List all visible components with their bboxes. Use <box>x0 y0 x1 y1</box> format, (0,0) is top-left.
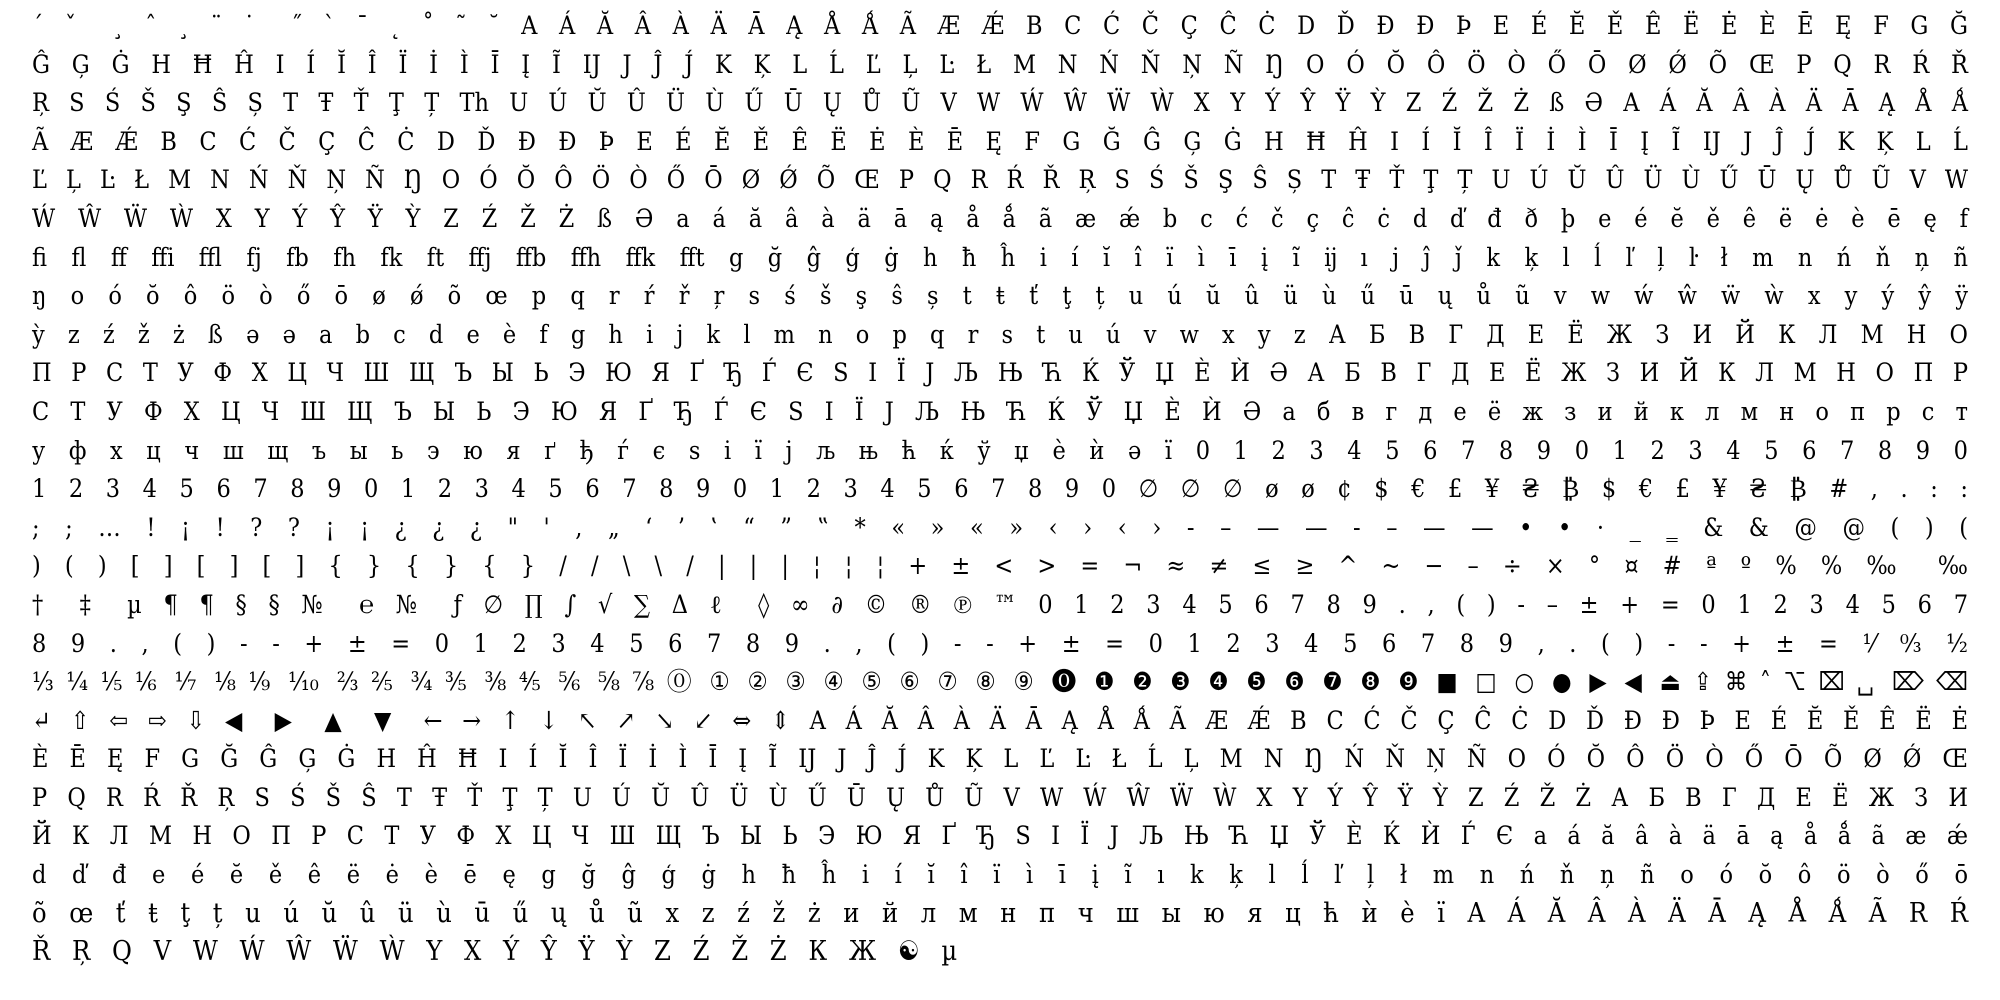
glyph-row-arrows-ornamental-caps-a-e: ↵ ⇧ ⇦ ⇨ ⇩ ◀ ▶ ▲ ▼ ← → ↑ ↓ ↖ ↗ ↘ ↙ ⇔ ⇕ A Á Ă Â À Ä Ā Ą Å Ǻ Ã Æ Ǽ B C Ć Č Ç Ĉ Ċ D Ď Đ Ð Þ E É Ĕ Ě Ê Ë Ė <box>32 705 1968 735</box>
glyph-row-accents-uppercase-a: ´ ˇ ¸ ˆ ¸ ¨ ˙ ˝ ` ¯ ˛ ˚ ˜ ˘ A Á Ă Â À Ä Ā Ą Å Ǻ Ã Æ Ǽ B C Ć Č Ç Ĉ Ċ D Ď Đ Ð Þ E É Ĕ Ě Ê Ë Ė È Ē Ę F G Ğ <box>32 11 1968 40</box>
glyph-row-smallcaps-w-z-lowercase-a-f: Ẃ Ŵ Ẅ Ẁ X Y Ý Ŷ Ÿ Ỳ Z Ź Ž Ż ß Ə a á ă â à ä ā ą å ǻ ã æ ǽ b c ć č ç ĉ ċ d ď đ ð þ e é ĕ ě ê ë ė è ē ę f <box>32 203 1968 233</box>
glyph-row-ornamental-cyrillic-swash-lowercase-a: Й К Л М Н О П Р С Т У Ф Х Ц Ч Ш Щ Ъ Ы Ь Э Ю Я Ґ Ђ Ѕ І Ї Ј Љ Њ Ћ Џ Ў Ѐ Ќ Ѝ Ѓ Є a á ă â à ä ā ą å ǻ ã æ ǽ <box>32 821 1968 851</box>
glyph-row-ornamental-caps-p-z-cyrillic: P Q R Ŕ Ř Ŗ S Ś Š Ŝ T Ŧ Ť Ţ Ț U Ú Ŭ Û Ü Ù Ű Ū Ų Ů Ũ V W Ẃ Ŵ Ẅ Ẁ X Y Ý Ŷ Ÿ Ỳ Z Ź Ž Ż А Б В Г Д Е Ё Ж З И <box>32 782 1968 812</box>
glyph-row-punctuation-quotes: ; ; … ! ¡ ! ? ? ¡ ¡ ¿ ¿ ¿ " ' , „ ‘ ’ ‛ “ ” ‟ * « » « » ‹ › ‹ › - – — — - – — — • • · _ ‗ & & @ @ ( ) ( <box>32 512 1968 542</box>
glyph-row-figures-currency: 1 2 3 4 5 6 7 8 9 0 1 2 3 4 5 6 7 8 9 0 1 2 3 4 5 6 7 8 9 0 ∅ ∅ ∅ ø ø ¢ $ € £ ¥ ₴ ₿ $ € £ ¥ ₴ ₿ # , . : : <box>32 474 1968 504</box>
glyph-row-swash-caps-r-z-end: Ř Ŗ Q V W Ẃ Ŵ Ẅ Ẁ Y X Ý Ŷ Ÿ Ỳ Z Ź Ž Ż К Ж ☯ µ <box>32 936 958 968</box>
glyph-row-inferior-numerator-denominator-figures: 8 9 . , ( ) - - + ± = 0 1 2 3 4 5 6 7 8 9 . , ( ) - - + ± = 0 1 2 3 4 5 6 7 8 9 , . ( ) - - + ± = ⅟ ⁰⁄₃ ½ <box>32 628 1968 658</box>
glyph-row-cyrillic-caps-smallcaps: П Р С Т У Ф Х Ц Ч Ш Щ Ъ Ы Ь Э Ю Я Ґ Ђ Ѓ Є Ѕ І Ї Ј Љ Њ Ћ Ќ Ў Џ Ѐ Ѝ Ә А Б В Г Д Е Ё Ж З И Й К Л М Н О П Р <box>32 358 1968 388</box>
glyph-row-smallcaps-a-l: Ã Æ Ǽ B C Ć Č Ç Ĉ Ċ D Ď Đ Ð Þ E É Ĕ Ě Ê Ë Ė È Ē Ę F G Ğ Ĝ Ģ Ġ H Ħ Ĥ I Í Ĭ Î Ï İ Ì Ī Į Ĩ Ĳ J Ĵ J́ K Ķ L Ĺ <box>32 126 1968 156</box>
glyph-row-ornamental-caps-e-o: È Ē Ę F G Ğ Ĝ Ģ Ġ H Ĥ Ħ I Í Ĭ Î Ï İ Ì Ī Į Ĩ Ĳ J Ĵ J́ K Ķ L Ľ Ŀ Ł Ĺ Ļ M N Ŋ Ń Ň Ņ Ñ O Ó Ŏ Ô Ö Ò Ő Ō Õ Ø Ǿ Œ <box>32 744 1968 774</box>
glyph-row-symbols-superior-figures: † ‡ µ ¶ ¶ § § № ℮ № ƒ ∅ ∏ ∫ √ ∑ Δ ℓ ◊ ∞ ∂ © ® ℗ ™ 0 1 2 3 4 5 6 7 8 9 . , ( ) - – ± + = 0 1 2 3 4 5 6 7 <box>32 589 1968 619</box>
glyph-row-cyrillic-lowercase-figures: у ф х ц ч ш щ ъ ы ь э ю я ґ ђ ѓ є ѕ і ї ј љ њ ћ ќ ў џ ѐ ѝ ә ї 0 1 2 3 4 5 6 7 8 9 0 1 2 3 4 5 6 7 8 9 0 <box>32 435 1968 465</box>
glyph-row-swash-lowercase-cyrillic-swash-caps-a: õ œ ť ŧ ţ ț u ú ŭ û ü ù ū ű ų ů ũ x z ź ž ż и й л м н п ч ш ы ю я ц ћ ѝ ѐ ї A Á Ă Â À Ä Ā Ą Å Ǻ Ã R Ŕ <box>32 897 1968 929</box>
glyph-row-cyrillic-smallcaps-lowercase: С Т У Ф Х Ц Ч Ш Щ Ъ Ы Ь Э Ю Я Ґ Ђ Ѓ Є Ѕ І Ї Ј Љ Њ Ћ Ќ Ў Џ Ѐ Ѝ Ә а б в г д е ё ж з и й к л м н о п р с т <box>32 396 1968 426</box>
glyph-row-lowercase-z-superscripts-cyrillic-caps: ỳ z ź ž ż ß ə ə a b c d e è f g h i j k l m n o p q r s t u ú v w x y z А Б В Г Д Е Ё Ж З И Й К Л М Н О <box>32 319 1968 349</box>
glyph-row-swash-lowercase-d-o: d ď đ e é ĕ ě ê ë ė è ē ę g ğ ĝ ģ ġ h ħ ĥ i í ĭ î ï ì ī į ĩ ı k ķ l ĺ ľ ļ ł m n ń ň ņ ñ o ó ŏ ô ö ò ő ō <box>32 860 1968 890</box>
glyph-row-uppercase-r-z-smallcaps-a: Ŗ S Ś Š Ş Ŝ Ș T Ŧ Ť Ţ Ț Th U Ú Ŭ Û Ü Ù Ű Ū Ų Ů Ũ V W Ẃ Ŵ Ẅ Ẁ X Y Ý Ŷ Ÿ Ỳ Z Ź Ž Ż ß Ə A Á Ă Â À Ä Ā Ą Å Ǻ <box>32 88 1968 118</box>
glyph-row-ligatures-lowercase-g-n: fi fl ff ffi ffl fj fb fh fk ft ffj ffb ffh ffk fft g ğ ĝ ģ ġ h ħ ĥ i í ĭ î ï ì ī į ĩ ĳ ı j ĵ ǰ k ķ l ĺ ľ ļ ŀ ł m n ń ň ņ ñ <box>32 242 1968 272</box>
glyph-row-brackets-math: ) ( ) [ ] [ ] [ ] { } { } { } / / \ \ / | | | ¦ ¦ ¦ + ± < > = ¬ ≈ ≠ ≤ ≥ ^ ~ − – ÷ × ° ¤ # ª º % % ‰ ‰ <box>32 551 1968 581</box>
glyph-row-fractions-circled-numbers-keyboard-symbols: ⅓ ¼ ⅕ ⅙ ⅐ ⅛ ⅑ ⅒ ⅔ ⅖ ¾ ⅗ ⅜ ⅘ ⅚ ⅝ ⅞ ⓪ ① ② ③ ④ ⑤ ⑥ ⑦ ⑧ ⑨ ⓿ ❶ ❷ ❸ ❹ ❺ ❻ ❼ ❽ ❾ ■ □ ○ ● ▶ ◀ ⏏ ⇪ ⌘ ˄ ⌥ ⌧ ␣ ⌦ ⌫ <box>32 667 1968 697</box>
glyph-row-uppercase-g-r: Ĝ Ģ Ġ H Ħ Ĥ I Í Ĭ Î Ï İ Ì Ī Į Ĩ Ĳ J Ĵ J́ K Ķ L Ĺ Ľ Ļ Ŀ Ł M N Ń Ň Ņ Ñ Ŋ O Ó Ŏ Ô Ö Ò Ő Ō Ø Ǿ Õ Œ P Q R Ŕ Ř <box>32 49 1968 79</box>
glyph-row-smallcaps-l-w: Ľ Ļ Ŀ Ł M N Ń Ň Ņ Ñ Ŋ O Ó Ŏ Ô Ö Ò Ő Ō Ø Ǿ Õ Œ P Q R Ŕ Ř Ŗ S Ś Š Ş Ŝ Ș T Ŧ Ť Ţ Ț U Ú Ŭ Û Ü Ù Ű Ū Ų Ů Ũ V W <box>32 165 1968 195</box>
glyph-row-lowercase-o-y: ŋ o ó ŏ ô ö ò ő ō ø ǿ õ œ p q r ŕ ř ŗ s ś š ş ŝ ș t ŧ ť ţ ț u ú ŭ û ü ù ű ū ų ů ũ v w ẃ ŵ ẅ ẁ x y ý ŷ ÿ <box>32 281 1968 311</box>
